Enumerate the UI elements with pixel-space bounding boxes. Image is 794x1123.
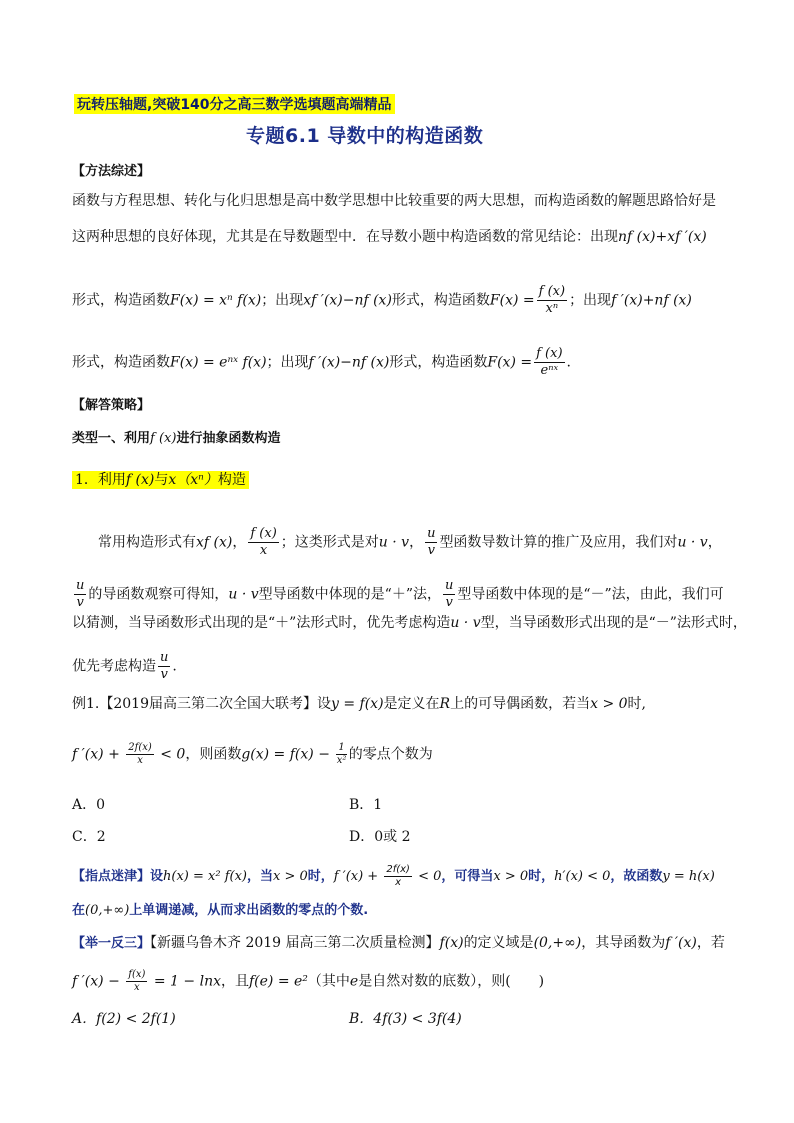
math-expression: f ′(x) bbox=[665, 935, 697, 951]
fraction-numerator: u bbox=[444, 578, 454, 593]
math-expression: f ′(x) + bbox=[333, 869, 383, 884]
practice-option-a: A．f(2) < 2f(1) bbox=[72, 1011, 176, 1027]
example1-option-d: D．0或 2 bbox=[349, 829, 411, 845]
fraction bbox=[336, 742, 346, 767]
para-text: . bbox=[172, 658, 177, 675]
math-expression: u · v bbox=[677, 534, 708, 551]
practice-text: （其中 bbox=[307, 973, 350, 990]
math-expression: F(x) = bbox=[487, 354, 533, 371]
math-expression: = 1 − lnx bbox=[149, 973, 221, 990]
math-expression: < 0 bbox=[413, 869, 442, 884]
banner: 玩转压轴题,突破140分之高三数学选填题高端精品 bbox=[74, 94, 395, 114]
math-expression: f ′(x) + bbox=[72, 746, 125, 763]
hint-text: 上单调递减，从而求出函数的零点的个数. bbox=[129, 903, 369, 918]
fraction-numerator: f (x) bbox=[250, 526, 277, 541]
math-expression: f ′(x)+nf (x) bbox=[611, 292, 692, 309]
fraction-denominator: x bbox=[137, 755, 143, 766]
math-expression: f (x) bbox=[125, 472, 155, 488]
fraction-denominator: x bbox=[395, 877, 402, 888]
fraction-numerator: 2f(x) bbox=[386, 864, 410, 875]
math-expression: f ′(x) − bbox=[72, 973, 125, 990]
heading-text: 1．利用 bbox=[75, 472, 126, 488]
fraction-numerator: f (x) bbox=[536, 346, 563, 361]
fraction-numerator: f (x) bbox=[538, 284, 566, 299]
heading-text: 类型一、利用 bbox=[72, 431, 151, 446]
hint-text: ，可得当 bbox=[441, 869, 494, 884]
para-text: 以猜测，当导函数形式出现的是“＋”法形式时，优先考虑构造 bbox=[72, 615, 451, 631]
fraction-denominator: x bbox=[134, 982, 140, 993]
fraction-numerator: u bbox=[427, 526, 436, 541]
fraction bbox=[384, 864, 412, 889]
hint-text: 设 bbox=[150, 869, 164, 884]
method-text: 形式，构造函数 bbox=[391, 292, 490, 309]
para-text: 优先考虑构造 bbox=[72, 658, 156, 675]
fraction bbox=[537, 284, 567, 317]
math-expression: R bbox=[439, 696, 451, 712]
para-text: ， bbox=[707, 534, 722, 551]
practice-text: 【新疆乌鲁木齐 2019 届高三第二次质量检测】 bbox=[150, 935, 440, 951]
example-text: 时, bbox=[627, 696, 646, 712]
fraction-denominator: x² bbox=[336, 755, 347, 766]
math-expression: h′(x) < 0 bbox=[554, 869, 611, 884]
math-expression: < 0 bbox=[155, 746, 186, 763]
page-title: 专题6.1 导数中的构造函数 bbox=[246, 125, 484, 147]
math-expression: xf (x) bbox=[196, 534, 233, 551]
fraction-numerator: 1 bbox=[338, 742, 345, 753]
para-text: ， bbox=[232, 534, 247, 551]
section-strategy-heading: 【解答策略】 bbox=[72, 398, 151, 413]
fraction-numerator: f(x) bbox=[128, 969, 146, 980]
practice-option-b: B．4f(3) < 3f(4) bbox=[349, 1011, 462, 1027]
para-text: 型导函数中体现的是“＋”法， bbox=[258, 586, 441, 603]
para-line-4 bbox=[72, 650, 177, 683]
para-text: ， bbox=[409, 534, 424, 551]
heading-text: 进行抽象函数构造 bbox=[176, 431, 281, 446]
math-expression: e bbox=[349, 973, 359, 990]
fraction-denominator: eⁿˣ bbox=[540, 363, 559, 378]
fraction-denominator: v bbox=[427, 543, 435, 558]
math-expression: f ′(x)−nf (x) bbox=[308, 354, 390, 371]
para-text: 型函数导数计算的推广及应用，我们对 bbox=[439, 534, 678, 551]
heading-text: 与 bbox=[154, 472, 169, 488]
hint-text: 在 bbox=[72, 903, 86, 918]
hint-line-2 bbox=[72, 902, 368, 920]
section-method-heading: 【方法综述】 bbox=[72, 164, 151, 179]
example1-line-2 bbox=[72, 742, 433, 767]
method-text: ；出现 bbox=[266, 354, 309, 371]
example-text: 的零点个数为 bbox=[348, 746, 433, 763]
method-text: ；出现 bbox=[261, 292, 304, 309]
method-text: 这两种思想的良好体现，尤其是在导数题型中．在导数小题中构造函数的常见结论：出现 bbox=[72, 229, 618, 245]
math-expression: u · v bbox=[378, 534, 410, 551]
math-expression: x > 0 bbox=[493, 869, 529, 884]
practice-line-1 bbox=[72, 934, 725, 953]
fraction-numerator: u bbox=[160, 650, 169, 665]
math-expression: x > 0 bbox=[590, 696, 628, 712]
method-text: 形式，构造函数 bbox=[389, 354, 488, 371]
fraction-denominator: xⁿ bbox=[545, 301, 559, 316]
method-line-3 bbox=[72, 284, 692, 317]
example-text: 例1.【2019届高三第二次全国大联考】设 bbox=[72, 696, 331, 712]
math-expression: y = f(x) bbox=[331, 696, 384, 712]
fraction-denominator: v bbox=[76, 595, 84, 610]
example1-option-c: C．2 bbox=[72, 829, 106, 845]
method-text: . bbox=[566, 354, 571, 371]
math-expression: F(x) = eⁿˣ f(x) bbox=[170, 354, 267, 371]
example-text: ，则函数 bbox=[185, 746, 242, 763]
math-expression: f (x) bbox=[150, 431, 177, 446]
fraction bbox=[425, 526, 437, 559]
para-text: ；这类形式是对 bbox=[280, 534, 379, 551]
fraction bbox=[126, 969, 147, 994]
math-expression: F(x) = xⁿ f(x) bbox=[170, 292, 262, 309]
math-expression: u · v bbox=[450, 615, 481, 631]
hint-text: ，故函数 bbox=[610, 869, 663, 884]
practice-text: 的定义域是 bbox=[463, 935, 534, 951]
fraction-numerator: u bbox=[76, 578, 85, 593]
item1-heading bbox=[72, 471, 249, 489]
practice-text: 是自然对数的底数），则( ) bbox=[358, 973, 545, 990]
math-expression: g(x) = f(x) − bbox=[241, 746, 335, 763]
heading-text: 构造 bbox=[217, 472, 246, 488]
para-line-1 bbox=[98, 526, 722, 559]
para-text: 型导函数中体现的是“－”法，由此，我们可 bbox=[457, 586, 724, 603]
hint-text: 时， bbox=[528, 869, 555, 884]
hint-text: ，当 bbox=[247, 869, 274, 884]
fraction bbox=[248, 526, 278, 559]
math-expression: f(x) bbox=[439, 935, 464, 951]
para-text: 的导函数观察可得知， bbox=[88, 586, 229, 603]
fraction bbox=[158, 650, 170, 683]
practice-text: ，若 bbox=[696, 935, 725, 951]
hint-line-1 bbox=[72, 864, 715, 889]
method-line-2 bbox=[72, 228, 707, 246]
hint-label: 【指点迷津】 bbox=[72, 869, 151, 884]
example-text: 上的可导偶函数，若当 bbox=[450, 696, 591, 712]
math-expression: h(x) = x² f(x) bbox=[163, 869, 247, 884]
para-text: 常用构造形式有 bbox=[98, 534, 196, 551]
math-expression: u · v bbox=[228, 586, 259, 603]
practice-text: ，且 bbox=[220, 973, 249, 990]
math-expression: f(e) = e² bbox=[248, 973, 308, 990]
fraction bbox=[534, 346, 564, 379]
math-expression: F(x) = bbox=[489, 292, 535, 309]
example1-line-1 bbox=[72, 695, 646, 713]
math-expression: nf (x)+xf ′(x) bbox=[618, 229, 707, 245]
example1-option-b: B．1 bbox=[349, 797, 383, 813]
method-line-4 bbox=[72, 346, 571, 379]
example1-option-a: A．0 bbox=[72, 797, 106, 813]
practice-text: ，其导函数为 bbox=[581, 935, 666, 951]
math-expression: x（xⁿ） bbox=[168, 472, 218, 488]
fraction-denominator: v bbox=[160, 667, 168, 682]
method-text: 形式，构造函数 bbox=[72, 292, 170, 309]
para-line-2 bbox=[72, 578, 724, 611]
fraction-denominator: x bbox=[259, 543, 268, 558]
math-expression: xf ′(x)−nf (x) bbox=[303, 292, 392, 309]
practice-line-2 bbox=[72, 969, 544, 994]
hint-text: 时， bbox=[307, 869, 334, 884]
example-text: 是定义在 bbox=[383, 696, 440, 712]
math-expression: x > 0 bbox=[273, 869, 308, 884]
fraction bbox=[126, 742, 154, 767]
math-expression: (0,+∞) bbox=[533, 935, 582, 951]
method-text: ；出现 bbox=[569, 292, 612, 309]
type1-heading bbox=[72, 430, 280, 448]
para-text: 型，当导函数形式出现的是“－”法形式时， bbox=[480, 615, 747, 631]
fraction bbox=[74, 578, 86, 611]
method-line-1: 函数与方程思想、转化与化归思想是高中数学思想中比较重要的两大思想，而构造函数的解题思路恰好是 bbox=[72, 193, 716, 209]
fraction-numerator: 2f(x) bbox=[128, 742, 152, 753]
para-line-3 bbox=[72, 614, 747, 632]
fraction-denominator: v bbox=[445, 595, 453, 610]
math-expression: (0,+∞) bbox=[85, 903, 130, 918]
math-expression: y = h(x) bbox=[662, 869, 715, 884]
fraction bbox=[443, 578, 455, 611]
method-text: 形式，构造函数 bbox=[72, 354, 170, 371]
practice-label: 【举一反三】 bbox=[72, 936, 151, 951]
